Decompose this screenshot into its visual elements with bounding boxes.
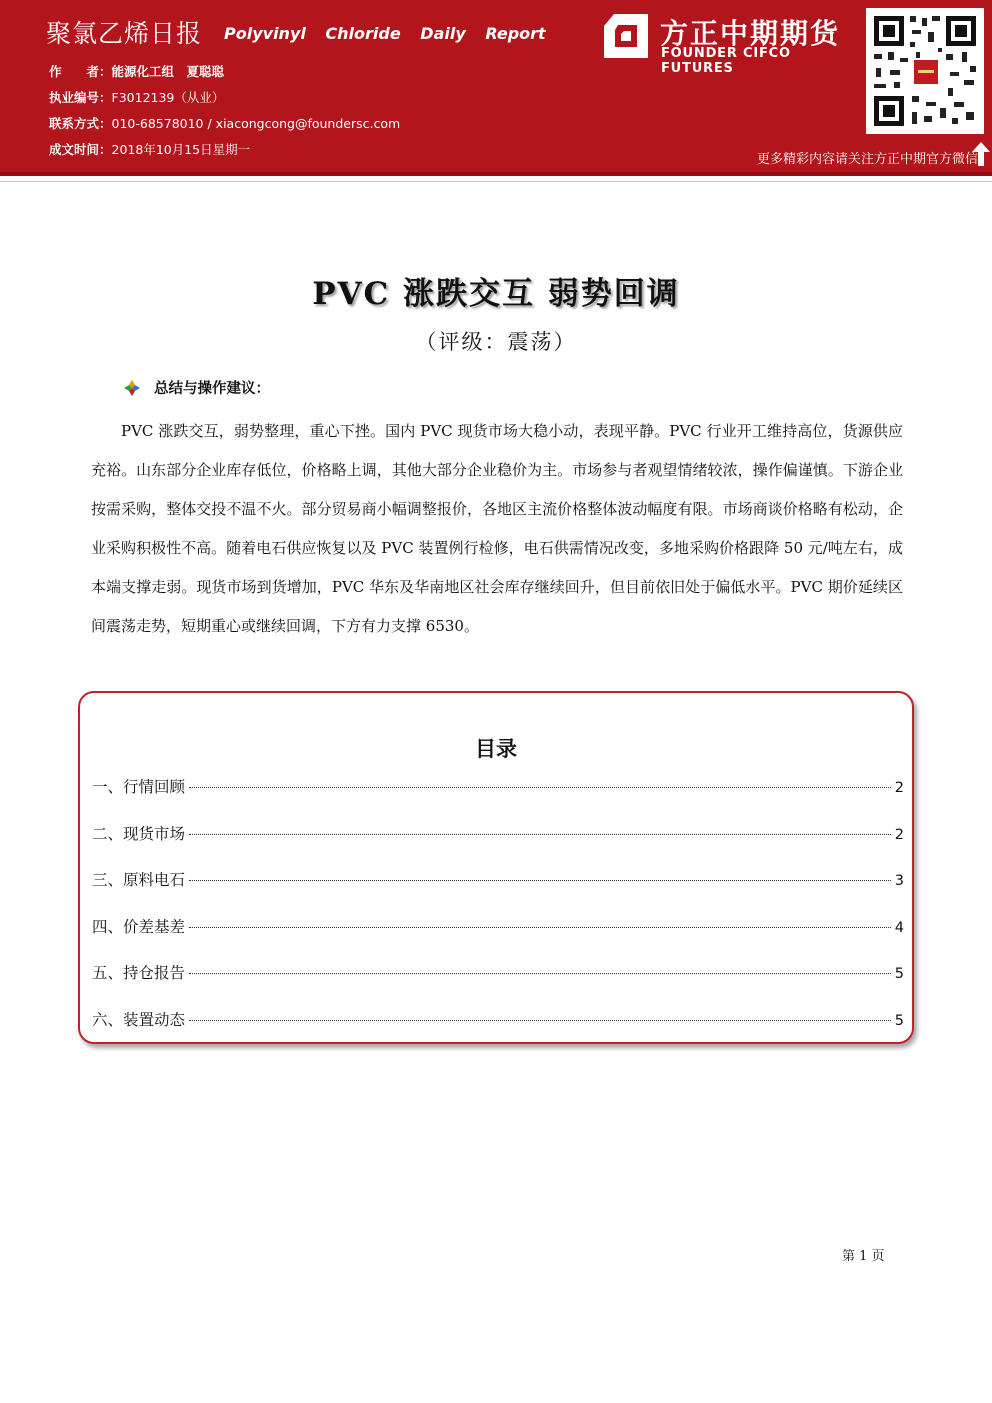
toc-leader-dots — [189, 787, 891, 788]
toc-item[interactable] — [92, 961, 904, 983]
page-number: 第 1 页 — [842, 1249, 885, 1264]
meta-author-value: 能源化工组 夏聪聪 — [111, 64, 225, 79]
toc-item-page: 2 — [894, 780, 904, 796]
logo-text-cn: 方正中期期货 — [660, 17, 841, 50]
toc-item-label: 三、原料电石 — [92, 871, 186, 889]
report-title-en: Polyvinyl Chloride Daily Report — [224, 24, 546, 43]
summary-heading — [124, 377, 270, 398]
report-rating: （评级：震荡） — [415, 330, 577, 354]
toc-item-page: 4 — [894, 920, 904, 936]
founder-logo-icon — [604, 14, 648, 58]
meta-contact-label: 联系方式： — [49, 116, 112, 131]
meta-license — [49, 88, 224, 106]
meta-contact — [49, 114, 400, 132]
toc-item[interactable] — [92, 868, 904, 890]
company-logo — [604, 14, 856, 76]
arrow-up-icon — [972, 142, 990, 166]
summary-heading-text: 总结与操作建议： — [154, 381, 270, 397]
table-of-contents — [78, 691, 914, 1044]
report-title-cn: 聚氯乙烯日报 — [46, 19, 203, 48]
toc-item[interactable] — [92, 1008, 904, 1030]
toc-item-label: 一、行情回顾 — [92, 778, 186, 796]
toc-item-label: 二、现货市场 — [92, 825, 186, 843]
toc-leader-dots — [189, 834, 891, 835]
summary-body: PVC 涨跌交互，弱势整理，重心下挫。国内 PVC 现货市场大稳小动，表现平静。PVC 行业开工维持高位，货源供应充裕。山东部分企业库存低位，价格略上调，其他大部分企业稳价为主。市场参与者观望情绪较浓，操作偏谨慎。下游企业按需采购，整体交投不温不火。部分贸易商小幅调整报价，各地区主流价格整体波动幅度有限。市场商谈价格略有松动，企业采购积极性不高。随着电石供应恢复以及 PVC 装置例行检修，电石供需情况改变，多地采购价格跟降 50 元/吨左右，成本端支撑走弱。现货市场到货增加，PVC 华东及华南地区社会库存继续回升，但目前依旧处于偏低水平。PVC 期价延续区间震荡走势，短期重心或继续回调，下方有力支撑 6530。 — [91, 422, 903, 635]
meta-contact-value: 010-68578010 / xiacongcong@foundersc.com — [111, 116, 401, 131]
report-main-title: PVC 涨跌交互 弱势回调 — [312, 276, 680, 312]
toc-leader-dots — [189, 1020, 891, 1021]
toc-leader-dots — [189, 880, 891, 881]
meta-author-label: 作 者： — [49, 64, 112, 79]
follow-wechat-text: 更多精彩内容请关注方正中期官方微信 — [756, 152, 978, 167]
toc-item-page: 2 — [894, 827, 904, 843]
toc-item-label: 五、持仓报告 — [92, 964, 186, 982]
toc-item-label: 四、价差基差 — [92, 918, 186, 936]
toc-item-label: 六、装置动态 — [92, 1011, 186, 1029]
header-thin-divider — [0, 181, 992, 182]
toc-item[interactable] — [92, 775, 904, 797]
toc-item[interactable] — [92, 822, 904, 844]
meta-date-label: 成文时间： — [49, 142, 112, 157]
meta-license-label: 执业编号： — [49, 90, 112, 105]
toc-item-page: 3 — [894, 873, 904, 889]
toc-item-page: 5 — [894, 966, 904, 982]
toc-title: 目录 — [475, 737, 517, 761]
meta-date-value: 2018年10月15日星期一 — [111, 142, 251, 157]
toc-item[interactable] — [92, 915, 904, 937]
header-divider — [0, 172, 992, 176]
toc-leader-dots — [189, 927, 891, 928]
meta-date — [49, 140, 250, 158]
meta-license-value: F3012139（从业） — [111, 90, 225, 105]
logo-text-en: FOUNDER CIFCO FUTURES — [661, 46, 791, 76]
toc-leader-dots — [189, 973, 891, 974]
diamond-bullet-icon — [124, 380, 140, 396]
toc-item-page: 5 — [894, 1013, 904, 1029]
wechat-qr-code — [866, 8, 984, 134]
meta-author — [49, 62, 224, 80]
